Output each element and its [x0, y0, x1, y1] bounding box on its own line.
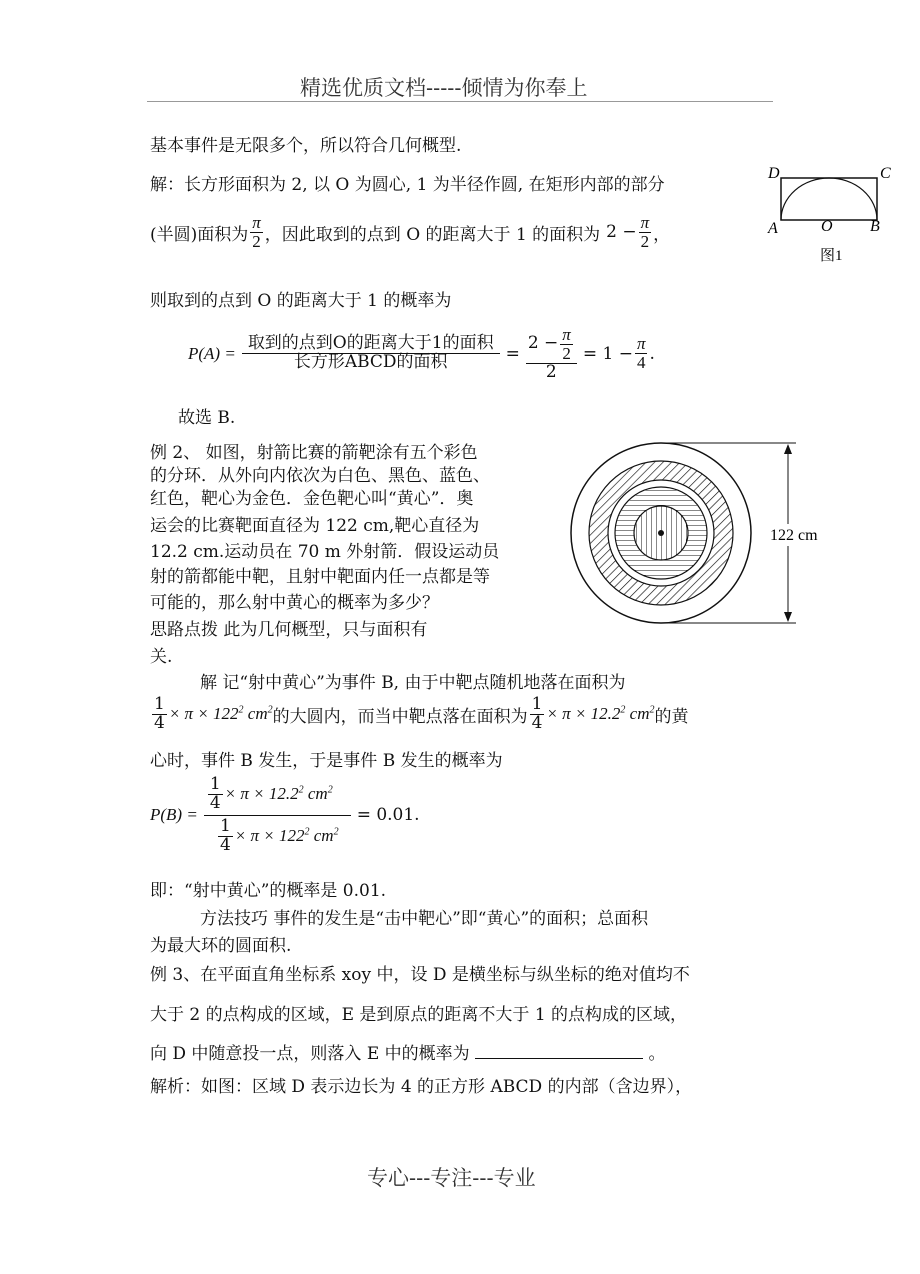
pa-value-den: 2: [545, 361, 557, 382]
pi-over-two: [560, 326, 573, 363]
pi-over-two: [250, 214, 263, 251]
sup: 2: [238, 704, 244, 716]
ex2-method-line1: 方法技巧 事件的发生是“击中靶心”即“黄心”的面积；总面积: [200, 909, 649, 929]
unit: cm: [625, 704, 650, 724]
area-text: ，因此取到的点到 O 的距离大于 1 的面积为: [264, 224, 601, 245]
big-area-expr: [169, 704, 273, 724]
two-minus: 2 −: [527, 333, 559, 354]
expr-part: × π × 12.2: [546, 704, 621, 724]
dimension-label: 122 cm: [770, 527, 818, 544]
sup: 2: [327, 784, 333, 796]
label-b: B: [870, 218, 880, 235]
sup: 2: [298, 784, 304, 796]
ex1-semicircle-line: (半圆)面积为 $\frac{\pi}{2}$ ，因此取到的点到 O 的距离大于 1 的面积为 2 − $\frac{\pi}{2}$ ，: [150, 213, 671, 251]
sup: 2: [304, 826, 310, 838]
expr-part: × π × 12.2: [224, 784, 299, 804]
frac-den: 4: [636, 353, 646, 373]
ex2-problem-line: 关.: [150, 647, 173, 667]
page-footer: 专心---专注---专业: [367, 1166, 536, 1190]
ex2-problem-line: 12.2 cm.运动员在 70 m 外射箭．假设运动员: [150, 542, 500, 562]
frac-num: 1: [219, 815, 231, 836]
label-a: A: [768, 220, 778, 237]
sup: 2: [333, 826, 339, 838]
ex1-probability-intro: 则取到的点到 O 的距离大于 1 的概率为: [150, 291, 452, 311]
ex3-question: 向 D 中随意投一点，则落入 E 中的概率为: [150, 1044, 470, 1064]
frac-num: π: [640, 213, 650, 232]
pb-label: P(B) =: [150, 805, 198, 825]
unit: cm: [243, 704, 268, 724]
frac-den: 4: [219, 834, 231, 855]
unit: cm: [309, 826, 334, 846]
ex2-problem-line: 运会的比赛靶面直径为 122 cm,靶心直径为: [150, 516, 480, 536]
bullseye-dot: [658, 530, 664, 536]
ex1-solution-line: 解：长方形面积为 2, 以 O 为圆心, 1 为半径作圆, 在矩形内部的部分: [150, 175, 665, 195]
pa-label: P(A) =: [188, 343, 236, 363]
ex3-line1: 例 3、在平面直角坐标系 xoy 中，设 D 是横坐标与纵坐标的绝对值均不: [150, 965, 690, 985]
expr-part: × π × 122: [168, 704, 239, 724]
figure-1-rectangle: [764, 160, 894, 270]
ex2-method-line2: 为最大环的圆面积.: [150, 936, 292, 956]
ex2-conclusion: 即：“射中黄心”的概率是 0.01.: [150, 881, 387, 901]
pa-denominator: 长方形ABCD的面积: [293, 352, 448, 373]
answer-blank[interactable]: [475, 1042, 643, 1059]
ex2-solution-intro: 解 记“射中黄心”为事件 B, 由于中靶点随机地落在面积为: [200, 673, 626, 693]
frac-den: 2: [640, 231, 650, 251]
period: .: [649, 343, 655, 364]
page-header: 精选优质文档-----倾情为你奉上: [300, 76, 588, 100]
one-quarter: [208, 776, 223, 813]
ex3-end: 。: [648, 1044, 666, 1064]
one-quarter: [152, 696, 167, 733]
label-d: D: [768, 165, 780, 182]
label-o: O: [821, 218, 833, 235]
pb-denominator: [214, 816, 341, 855]
pa-value-fraction: [526, 326, 577, 382]
ex2-problem-line: 射的箭都能中靶，且射中靶面内任一点都是等: [150, 567, 490, 587]
sup: 2: [649, 704, 655, 716]
pi-over-four: [635, 335, 648, 372]
frac-den: 4: [531, 712, 543, 733]
ex2-problem-line: 的分环．从外向内依次为白色、黑色、蓝色、: [150, 466, 490, 486]
header-divider: [147, 101, 773, 102]
big-circle-text: 的大圆内，而当中靶点落在面积为: [272, 706, 528, 727]
unit: cm: [303, 784, 328, 804]
sup: 2: [620, 704, 626, 716]
ex3-line2: 大于 2 的点构成的区域，E 是到原点的距离不大于 1 的点构成的区域，: [150, 1005, 688, 1025]
small-area-expr: [546, 704, 654, 724]
ex3-analysis: 解析：如图：区域 D 表示边长为 4 的正方形 ABCD 的内部（含边界），: [150, 1077, 693, 1097]
ex2-area-line: [150, 696, 689, 733]
expr-part: × π × 122: [234, 826, 305, 846]
frac-den: 2: [562, 343, 571, 363]
label-c: C: [880, 165, 891, 182]
frac-num: 1: [209, 774, 221, 794]
pa-numerator: 取到的点到O的距离大于1的面积: [242, 335, 500, 354]
frac-den: 2: [252, 231, 261, 251]
semicircle: [781, 178, 877, 220]
ex1-intro: 基本事件是无限多个，所以符合几何概型.: [150, 136, 462, 156]
pa-fraction: [242, 335, 500, 372]
frac-num: π: [636, 334, 646, 354]
frac-den: 4: [154, 712, 165, 733]
pi-over-two-b: [639, 214, 652, 251]
ex2-problem-line: 可能的，那么射中黄心的概率为多少？: [150, 593, 439, 613]
one-quarter: [218, 815, 233, 855]
frac-num: π: [562, 325, 571, 344]
ex2-problem-line: 红色，靶心为金色．金色靶心叫“黄心”．奥: [150, 489, 474, 509]
figure-caption: 图1: [820, 248, 843, 264]
ex2-event-text: 心时，事件 B 发生，于是事件 B 发生的概率为: [150, 751, 503, 771]
pa-result: = 1 −: [582, 343, 633, 364]
two-minus: 2 −: [606, 222, 637, 243]
ex1-answer: 故选 B.: [178, 408, 236, 428]
pb-fraction: [204, 776, 351, 854]
semicircle-text: (半圆)面积为: [150, 224, 249, 245]
gold-text: 的黄: [654, 706, 689, 727]
one-quarter: [530, 696, 545, 733]
ex3-line3: [150, 1039, 665, 1064]
rectangle-abcd: [781, 178, 877, 220]
frac-num: 1: [531, 694, 543, 714]
archery-target-figure: [566, 440, 846, 630]
frac-den: 4: [209, 792, 221, 813]
pb-result: = 0.01.: [356, 805, 420, 826]
ex1-formula: P(A) = $\frac{\text{取到的点到O的距离大于1的面积}}{\text{长方形ABCD的面积}}$ = 2 − $\frac{\pi}{2}$ 2 = 1 − $\frac{\pi}{4}$ .: [188, 325, 655, 382]
frac-num: 1: [154, 694, 165, 714]
ex2-problem-line: 例 2、 如图，射箭比赛的箭靶涂有五个彩色: [150, 443, 478, 463]
ex2-formula: [150, 776, 420, 854]
ex2-problem-line: 思路点拨 此为几何概型，只与面积有: [150, 620, 428, 640]
frac-num: π: [252, 213, 261, 232]
pb-numerator: [204, 776, 351, 816]
sup: 2: [267, 704, 273, 716]
pa-value-num: [526, 326, 577, 364]
